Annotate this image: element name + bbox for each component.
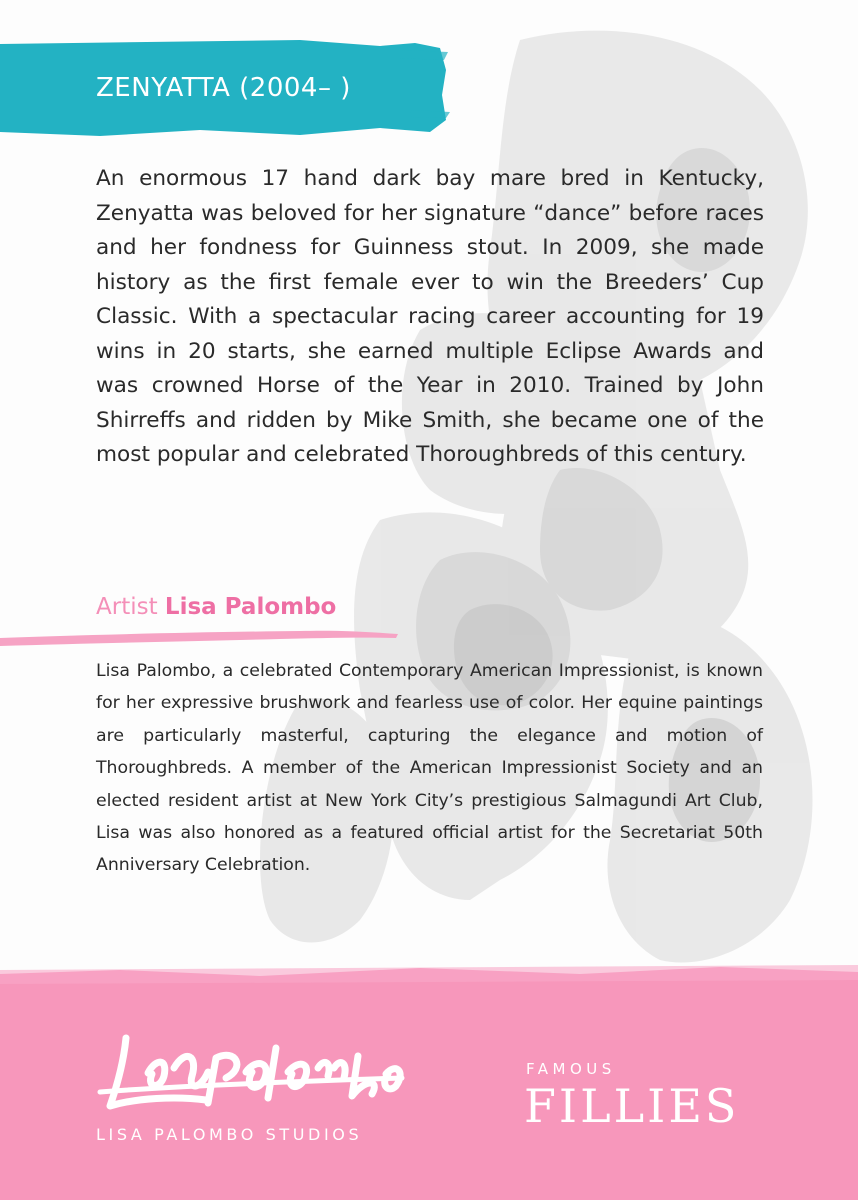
artist-underline-stroke xyxy=(0,626,400,648)
series-subtitle: FAMOUS xyxy=(526,1060,616,1078)
artist-name: Lisa Palombo xyxy=(164,594,337,620)
artist-signature-logo xyxy=(96,1028,406,1118)
series-title: FILLIES xyxy=(524,1079,740,1133)
artist-heading xyxy=(96,594,336,620)
artist-bio: Lisa Palombo, a celebrated Contemporary American Impressionist, is known for her expressive brushwork and fearless use of color. Her equine paintings are particularly masterful, capturing the elegance and motion of Thoroughbreds. A member of the American Impressionist Society and an elected resident artist at New York City’s prestigious Salmagundi Art Club, Lisa was also honored as a featured official artist for the Secretariat 50th Anniversary Celebration. xyxy=(96,661,763,876)
card-title: ZENYATTA (2004– ) xyxy=(96,73,351,103)
horse-description: An enormous 17 hand dark bay mare bred in Kentucky, Zenyatta was beloved for her signature “dance” before races and her fondness for Guinness stout. In 2009, she made history as the first female ever to win the Breeders’ Cup Classic. With a spectacular racing career accounting for 19 wins in 20 starts, she earned multiple Eclipse Awards and was crowned Horse of the Year in 2010. Trained by John Shirreffs and ridden by Mike Smith, she became one of the most popular and celebrated Thoroughbreds of this century. xyxy=(96,166,764,467)
artist-prefix: Artist xyxy=(96,594,158,620)
studio-name: LISA PALOMBO STUDIOS xyxy=(96,1125,363,1144)
